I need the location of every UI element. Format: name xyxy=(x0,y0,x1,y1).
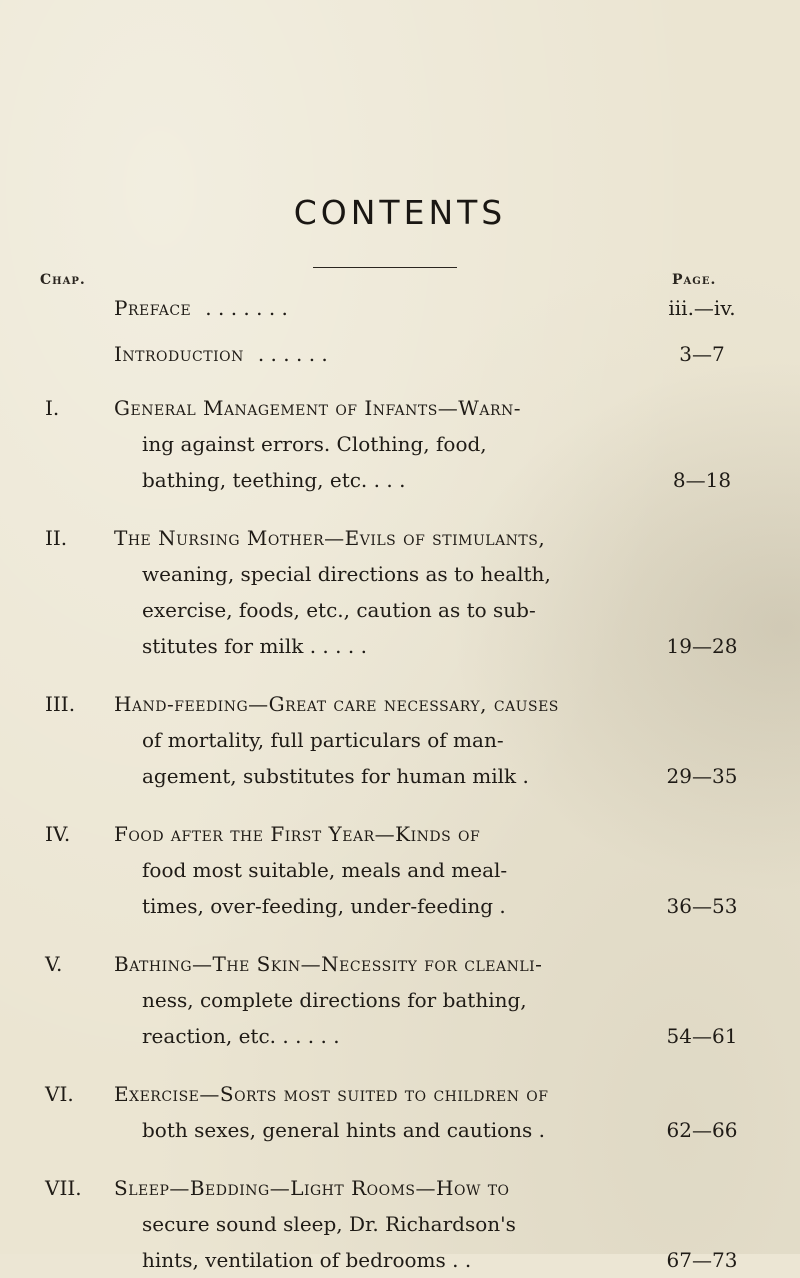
description-line: ness, complete directions for bathing, xyxy=(142,988,527,1012)
page-range: 67—73 xyxy=(666,1248,738,1272)
description-line: bathing, teething, etc. . . . xyxy=(142,468,406,492)
chapter-description xyxy=(114,390,634,498)
chapter-description xyxy=(114,686,634,794)
description-line: exercise, foods, etc., caution as to sub- xyxy=(142,598,536,622)
description-line: hints, ventilation of bedrooms . . xyxy=(142,1248,472,1272)
page-range: 36—53 xyxy=(666,894,738,918)
chapter-title: Bathing—The Skin—Necessity for cleanli- xyxy=(114,952,543,976)
leader-dots: . . . . . . . xyxy=(205,296,288,320)
page-column-header: Page. xyxy=(672,272,717,288)
chapter-description xyxy=(114,816,634,924)
chapter-description xyxy=(114,1170,634,1278)
chapter-title: The Nursing Mother—Evils of stimulants, xyxy=(114,526,546,550)
page-title: CONTENTS xyxy=(293,193,507,232)
chapter-number: V. xyxy=(45,952,63,976)
chapter-title: General Management of Infants—Warn- xyxy=(114,396,522,420)
description-line: weaning, special directions as to health, xyxy=(142,562,551,586)
description-line: times, over-feeding, under-feeding . xyxy=(142,894,506,918)
title-rule xyxy=(313,267,457,268)
chapter-title: Introduction xyxy=(114,342,244,366)
description-line: both sexes, general hints and cautions . xyxy=(142,1118,546,1142)
chapter-title: Preface xyxy=(114,296,192,320)
chapter-description xyxy=(114,336,634,372)
page-range: iii.—iv. xyxy=(668,296,736,320)
page-range: 8—18 xyxy=(672,468,732,492)
chapter-description xyxy=(114,946,634,1054)
chapter-number: VII. xyxy=(45,1176,82,1200)
page-range: 19—28 xyxy=(666,634,738,658)
page-range: 29—35 xyxy=(666,764,738,788)
page-range: 54—61 xyxy=(666,1024,738,1048)
chapter-number: VI. xyxy=(45,1082,74,1106)
chapter-title: Hand-feeding—Great care necessary, causes xyxy=(114,692,559,716)
chapter-number: I. xyxy=(45,396,60,420)
chapter-title: Exercise—Sorts most suited to children of xyxy=(114,1082,549,1106)
page-range: 62—66 xyxy=(666,1118,738,1142)
chapter-title: Food after the First Year—Kinds of xyxy=(114,822,481,846)
chapter-description xyxy=(114,520,634,664)
chapter-description xyxy=(114,1076,634,1148)
description-line: ing against errors. Clothing, food, xyxy=(142,432,487,456)
description-line: stitutes for milk . . . . . xyxy=(142,634,367,658)
description-line: of mortality, full particulars of man- xyxy=(142,728,504,752)
description-line: food most suitable, meals and meal- xyxy=(142,858,508,882)
description-line: agement, substitutes for human milk . xyxy=(142,764,529,788)
description-line: reaction, etc. . . . . . xyxy=(142,1024,340,1048)
description-line: secure sound sleep, Dr. Richardson's xyxy=(142,1212,516,1236)
chapter-description xyxy=(114,290,634,326)
leader-dots: . . . . . . xyxy=(257,342,328,366)
chapter-number: II. xyxy=(45,526,68,550)
page-range: 3—7 xyxy=(679,342,725,366)
chapter-title: Sleep—Bedding—Light Rooms—How to xyxy=(114,1176,510,1200)
chapter-number: III. xyxy=(45,692,76,716)
chapter-number: IV. xyxy=(45,822,71,846)
chapter-column-header: Chap. xyxy=(40,272,86,288)
